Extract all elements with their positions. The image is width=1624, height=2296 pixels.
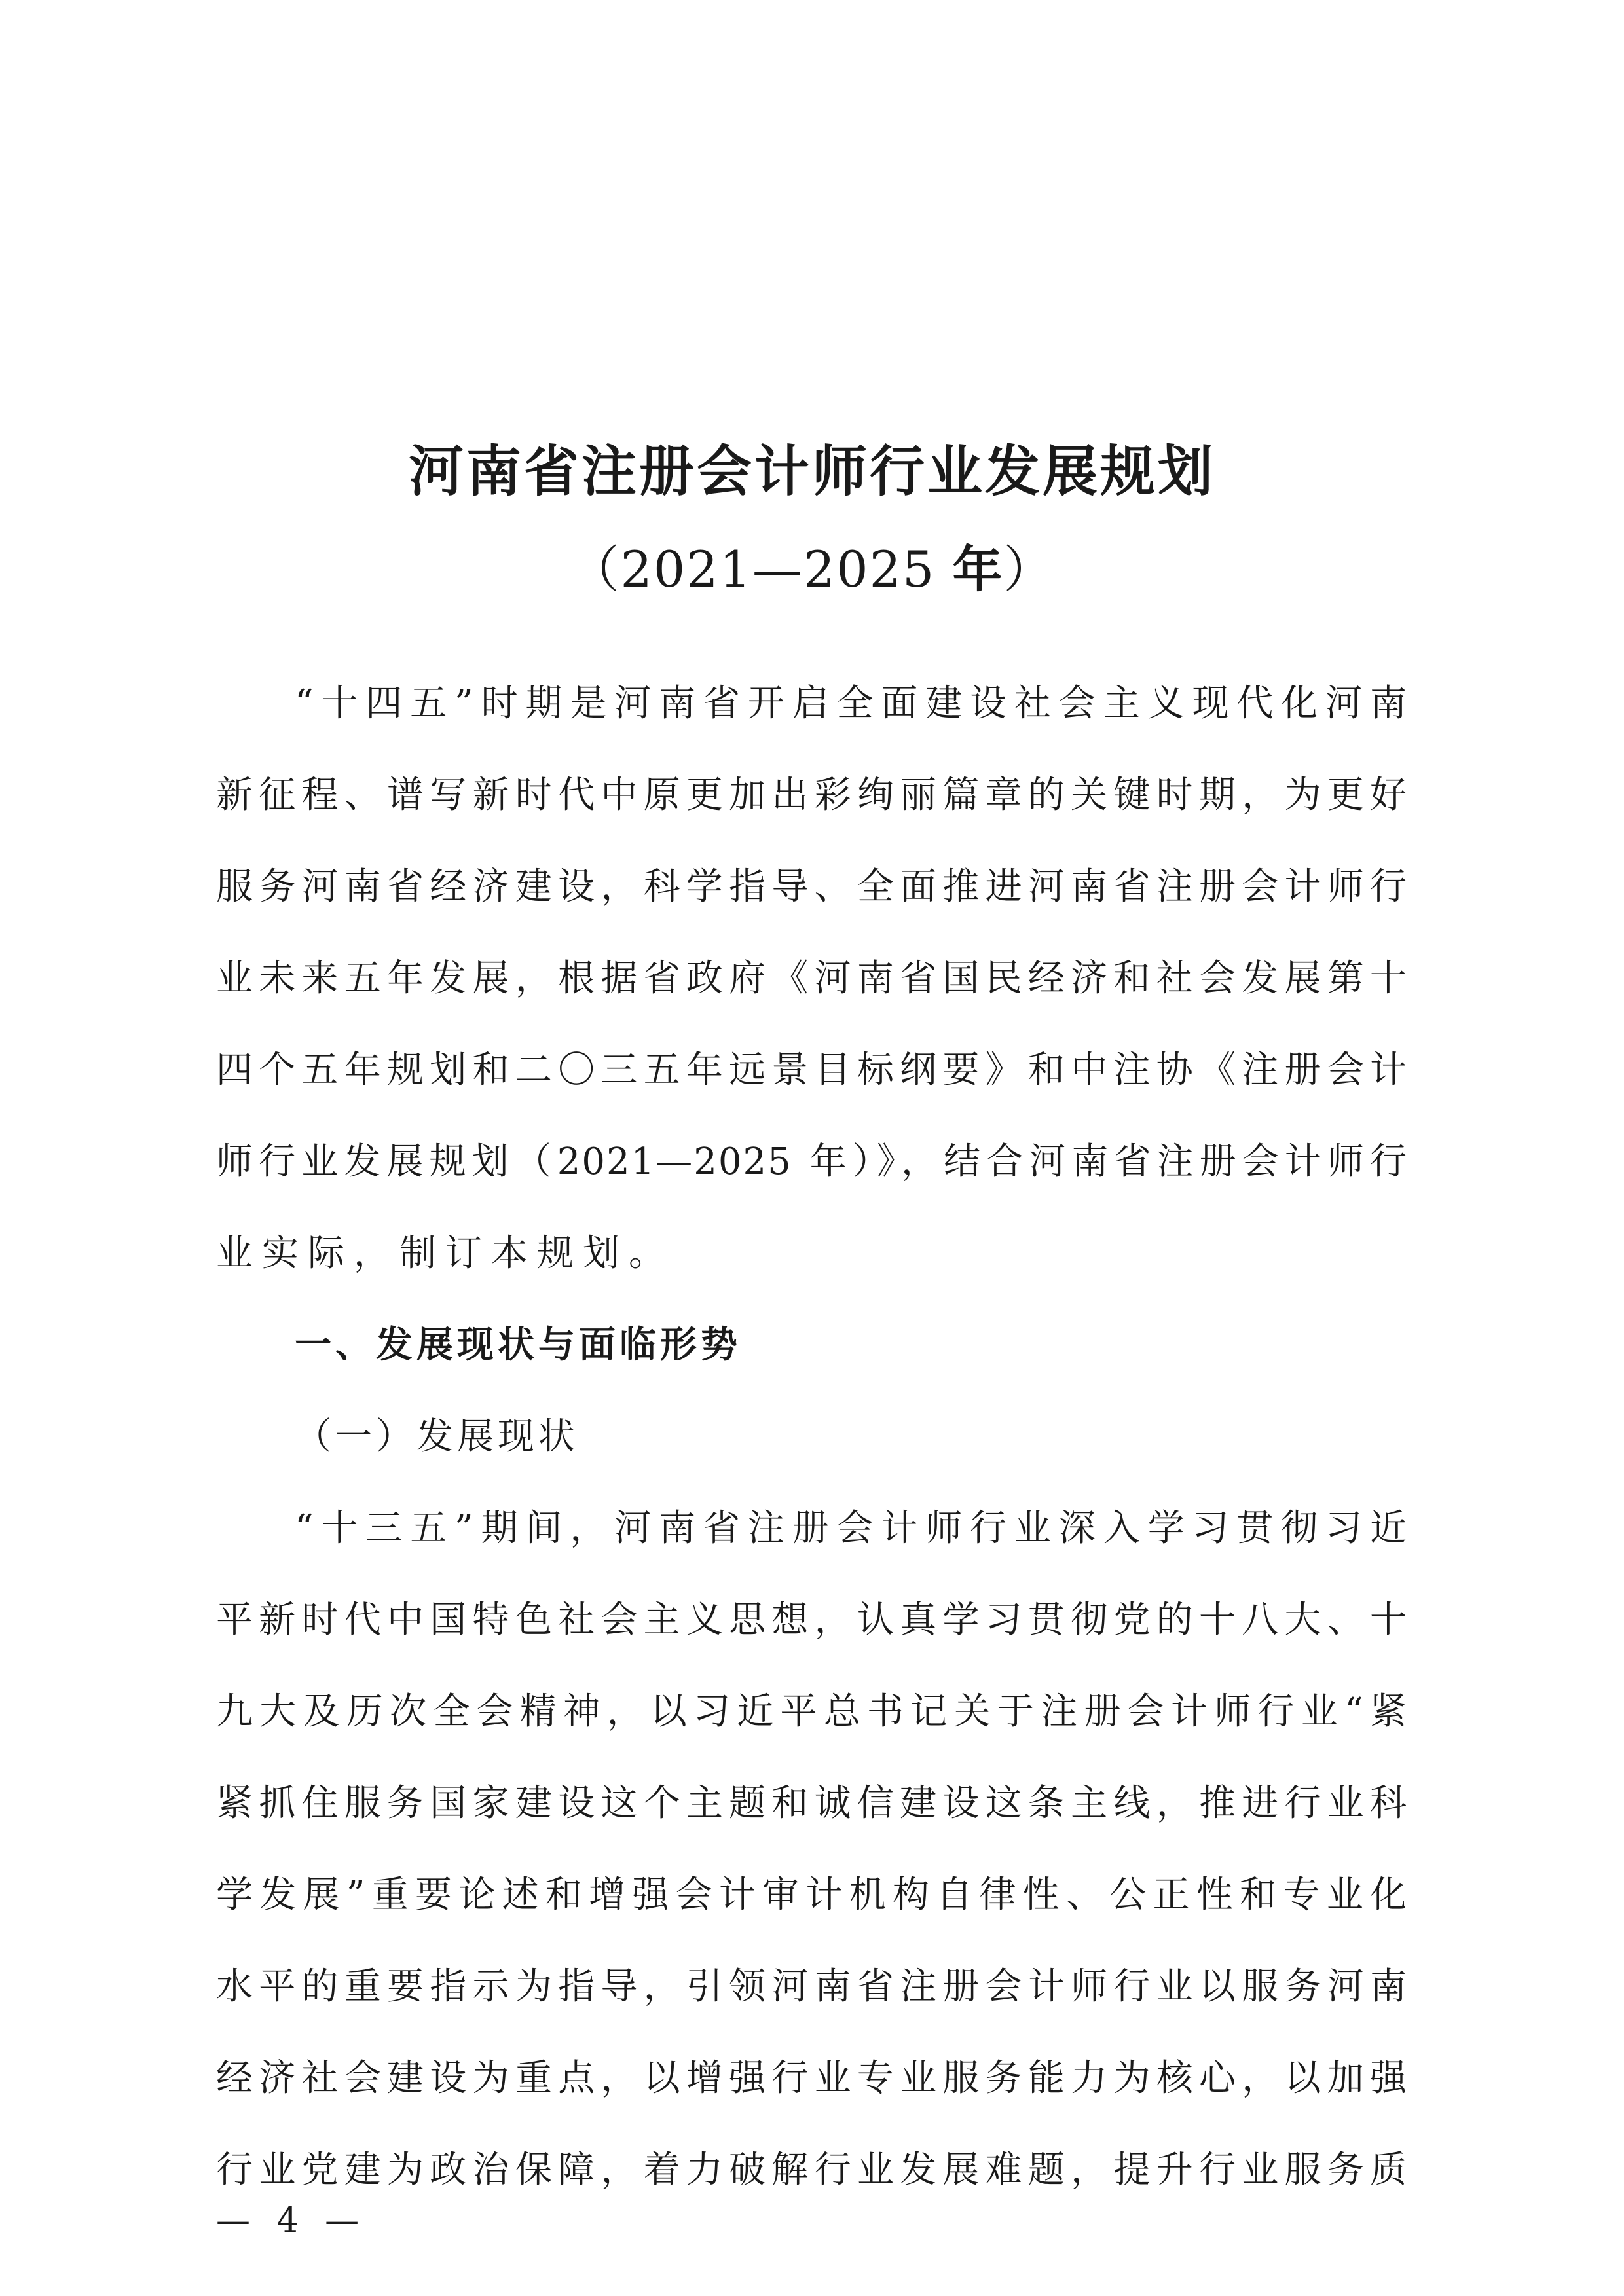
section-line: 行业党建为政治保障，着力破解行业发展难题，提升行业服务质 [216,2149,1408,2191]
section-heading: 一、发展现状与面临形势 [295,1324,741,1366]
subtitle-close: ） [1003,540,1055,598]
intro-line: 业未来五年发展，根据省政府《河南省国民经济和社会发展第十 [216,957,1408,1000]
section-line: 九大及历次全会精神，以习近平总书记关于注册会计师行业“紧 [216,1690,1408,1733]
section-line: 学发展”重要论述和增强会计审计机构自律性、公正性和专业化 [216,1874,1408,1916]
intro-line: 新征程、谱写新时代中原更加出彩绚丽篇章的关键时期，为更好 [216,774,1408,816]
section-line: “十三五”期间，河南省注册会计师行业深入学习贯彻习近 [295,1507,1408,1550]
section-line: 水平的重要指示为指导，引领河南省注册会计师行业以服务河南 [216,1965,1408,2008]
intro-line: 四个五年规划和二〇三五年远景目标纲要》和中注协《注册会计 [216,1049,1408,1091]
intro-line: 业实际，制订本规划。 [216,1232,674,1275]
subtitle-years: （2021—2025 [569,540,953,598]
section-line: 紧抓住服务国家建设这个主题和诚信建设这条主线，推进行业科 [216,1782,1408,1825]
subtitle-year-char: 年 [952,540,1004,598]
intro-line: “十四五”时期是河南省开启全面建设社会主义现代化河南 [295,682,1408,725]
intro-line: 服务河南省经济建设，科学指导、全面推进河南省注册会计师行 [216,866,1408,908]
section-line: 经济社会建设为重点，以增强行业专业服务能力为核心，以加强 [216,2057,1408,2100]
document-title: 河南省注册会计师行业发展规划 [408,439,1215,503]
document-subtitle [0,534,1624,606]
page-number: — 4 — [216,2201,367,2240]
section-subheading: （一）发展现状 [295,1415,579,1458]
intro-line: 师行业发展规划（2021—2025 年）》，结合河南省注册会计师行 [216,1140,1408,1183]
section-line: 平新时代中国特色社会主义思想，认真学习贯彻党的十八大、十 [216,1599,1408,1641]
